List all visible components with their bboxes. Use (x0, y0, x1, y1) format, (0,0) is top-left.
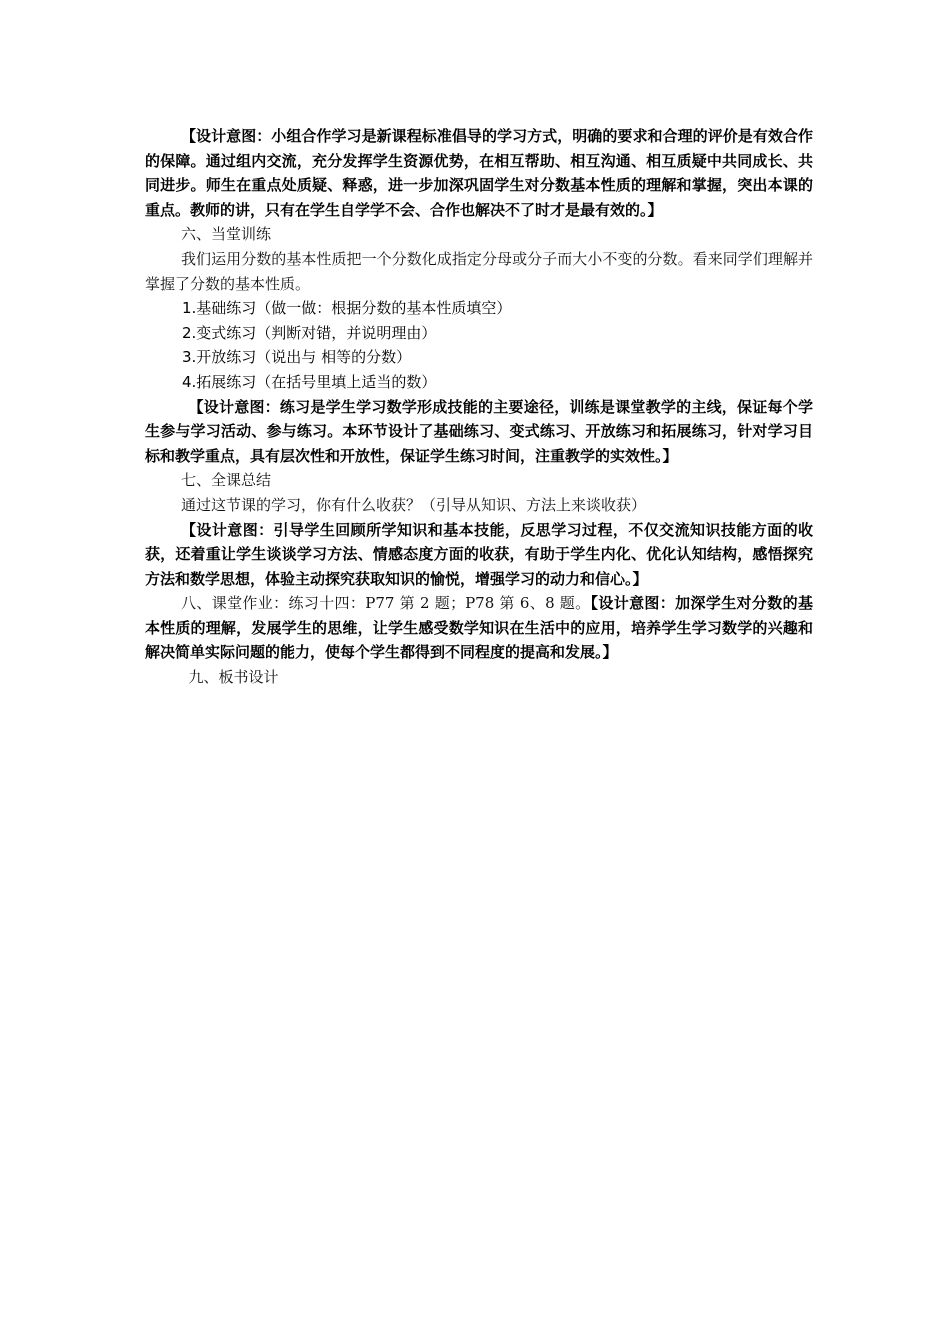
practice-intro-paragraph: 我们运用分数的基本性质把一个分数化成指定分母或分子而大小不变的分数。看来同学们理解并掌握了分数的基本性质。 (145, 249, 813, 293)
design-intent-homework-text: 【设计意图：加深学生对分数的基本性质的理解，发展学生的思维，让学生感受数学知识在生活中的应用，培养学生学习数学的兴趣和解决简单实际问题的能力，使每个学生都得到不同程度的提高和发展。】 (145, 594, 813, 662)
section-heading-board-design: 九、板书设计 (188, 668, 279, 687)
list-item-basic-practice: 1.基础练习（做一做：根据分数的基本性质填空） (182, 299, 512, 318)
design-intent-paragraph-practice: 【设计意图：练习是学生学习数学形成技能的主要途径，训练是课堂教学的主线，保证每个学生参与学习活动、参与练习。本环节设计了基础练习、变式练习、开放练习和拓展练习，针对学习目标和教学重点，具有层次性和开放性，保证学生练习时间，注重教学的实效性。】 (145, 397, 813, 465)
list-item-extended-practice: 4.拓展练习（在括号里填上适当的数） (182, 372, 437, 391)
design-intent-paragraph-summary: 【设计意图：引导学生回顾所学知识和基本技能，反思学习过程，不仅交流知识技能方面的收获，还着重让学生谈谈学习方法、情感态度方面的收获，有助于学生内化、优化认知结构，感悟探究方法和数学思想，体验主动探究获取知识的愉悦，增强学习的动力和信心。】 (145, 520, 813, 588)
section-heading-practice: 六、当堂训练 (181, 225, 272, 244)
summary-question-paragraph: 通过这节课的学习，你有什么收获？（引导从知识、方法上来谈收获） (181, 495, 647, 514)
design-intent-paragraph-cooperation: 【设计意图：小组合作学习是新课程标准倡导的学习方式，明确的要求和合理的评价是有效合作的保障。通过组内交流，充分发挥学生资源优势，在相互帮助、相互沟通、相互质疑中共同成长、共同进步。师生在重点处质疑、释惑，进一步加深巩固学生对分数基本性质的理解和掌握，突出本课的重点。教师的讲，只有在学生自学学不会、合作也解决不了时才是最有效的。】 (145, 127, 813, 219)
document-page (145, 124, 813, 690)
list-item-variant-practice: 2.变式练习（判断对错，并说明理由） (182, 323, 437, 342)
section-heading-summary: 七、全课总结 (181, 471, 272, 490)
homework-assignment-text: 八、课堂作业：练习十四：P77 第 2 题；P78 第 6、8 题。 (181, 594, 591, 613)
list-item-open-practice: 3.开放练习（说出与 相等的分数） (182, 348, 412, 367)
homework-paragraph (145, 591, 813, 665)
